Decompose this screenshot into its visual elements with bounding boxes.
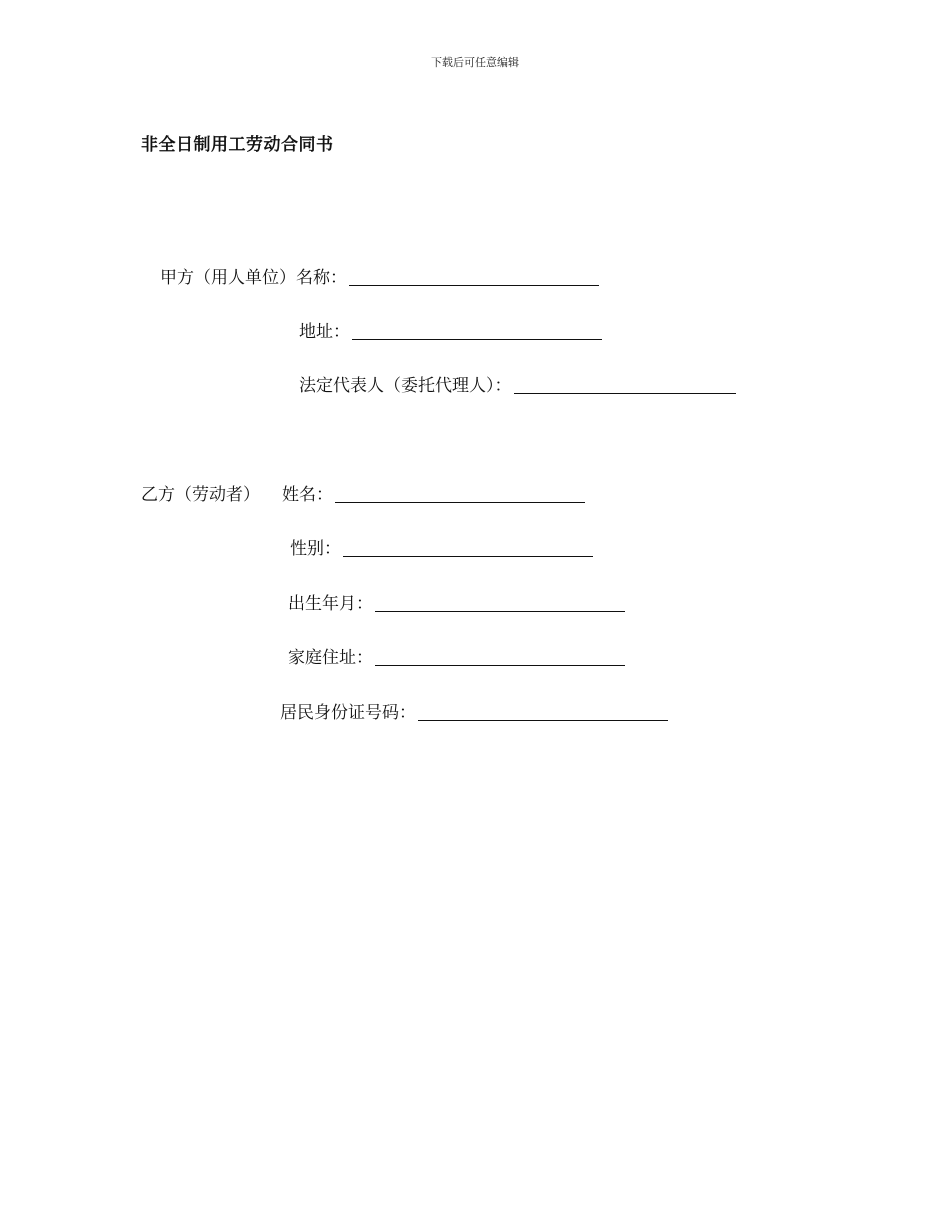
party-b-gender-label: 性别： <box>290 539 341 559</box>
party-a-rep-field[interactable] <box>514 373 736 394</box>
party-a-name-field[interactable] <box>349 265 599 286</box>
party-a-name-row <box>160 266 599 290</box>
party-b-id-field[interactable] <box>418 700 668 721</box>
party-b-name-row <box>141 483 585 507</box>
party-b-home-label: 家庭住址： <box>288 648 373 668</box>
party-a-name-label: 甲方（用人单位）名称： <box>160 268 347 288</box>
party-a-rep-label: 法定代表人（委托代理人）： <box>299 376 512 396</box>
party-b-section-label: 乙方（劳动者） <box>141 485 260 505</box>
party-a-address-label: 地址： <box>299 322 350 342</box>
party-b-id-row <box>280 701 668 725</box>
party-b-id-label: 居民身份证号码： <box>280 703 416 723</box>
party-b-gender-row <box>290 537 593 561</box>
party-b-name-label: 姓名： <box>282 485 333 505</box>
header-note: 下载后可任意编辑 <box>431 56 519 69</box>
party-b-home-field[interactable] <box>375 645 625 666</box>
party-b-birth-row <box>288 592 625 616</box>
party-b-birth-label: 出生年月： <box>288 594 373 614</box>
party-b-name-field[interactable] <box>335 482 585 503</box>
party-a-address-row <box>299 320 602 344</box>
document-title: 非全日制用工劳动合同书 <box>141 135 334 155</box>
party-a-address-field[interactable] <box>352 319 602 340</box>
party-b-gender-field[interactable] <box>343 536 593 557</box>
party-b-birth-field[interactable] <box>375 591 625 612</box>
party-a-rep-row <box>299 374 736 398</box>
party-b-home-row <box>288 646 625 670</box>
